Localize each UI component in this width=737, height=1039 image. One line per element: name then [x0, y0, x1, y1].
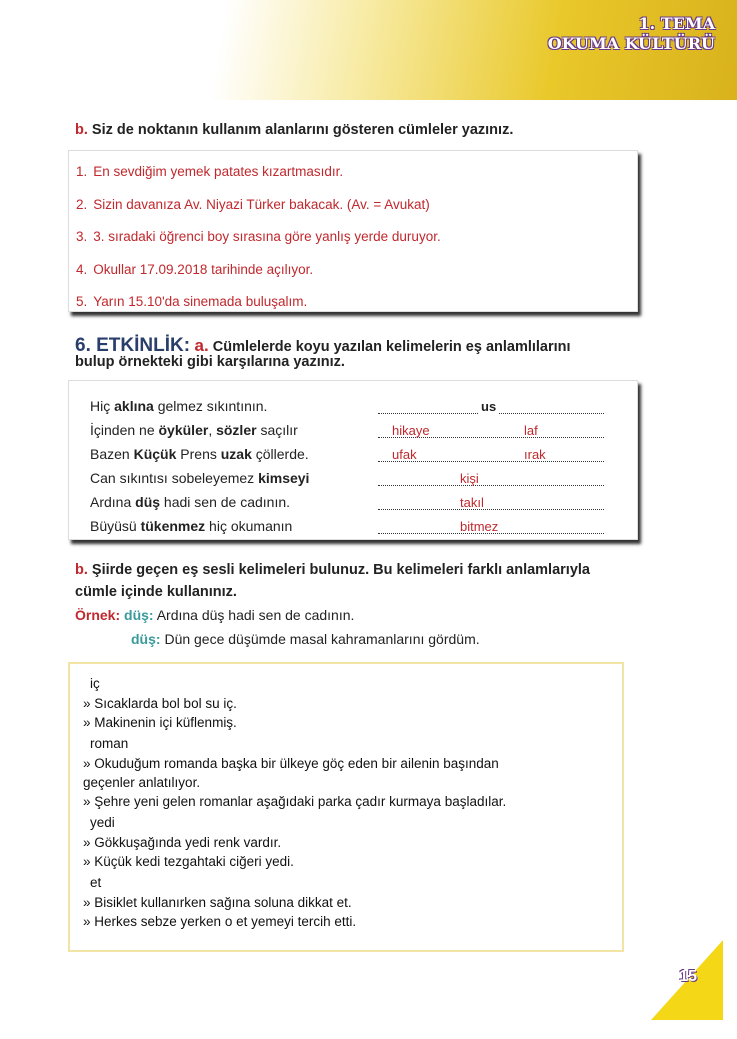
- answer-1: hikaye: [392, 423, 430, 438]
- sentence-part: sözler: [216, 422, 257, 438]
- sentence-part: aklına: [114, 398, 154, 414]
- example-2: [131, 631, 480, 647]
- letter: b.: [75, 562, 88, 578]
- example-sentence: » Şehre yeni gelen romanlar aşağıdaki parka çadır kurmaya başladılar.: [83, 794, 507, 809]
- example-sentence: » Bisiklet kullanırken sağına soluna dikkat et.: [83, 895, 352, 910]
- sentence-part: Can sıkıntısı sobeleyemez: [90, 470, 259, 486]
- theme-number: 1. TEMA: [638, 14, 715, 33]
- answer-line: [378, 400, 604, 414]
- answer-line: [378, 424, 604, 438]
- theme-title: OKUMA KÜLTÜRÜ: [547, 34, 715, 53]
- prompt-line1: Cümlelerde koyu yazılan kelimelerin eş anlamlılarını: [212, 339, 571, 355]
- answer-line: [378, 496, 604, 510]
- sentence-part: hiç okumanın: [205, 518, 293, 534]
- item-text: Okullar 17.09.2018 tarihinde açılıyor.: [93, 261, 314, 277]
- answer-item: [76, 197, 430, 212]
- example-text: Ardına düş hadi sen de cadının.: [156, 607, 355, 623]
- sentence-part: Hiç: [90, 398, 115, 414]
- synonym-row: [90, 494, 290, 510]
- answer-1: us: [478, 399, 499, 414]
- prompt-line2: cümle içinde kullanınız.: [75, 584, 237, 600]
- page-number: 15: [679, 968, 697, 985]
- sentence-part: hadi sen de cadının.: [160, 494, 291, 510]
- prompt-line1: Şiirde geçen eş sesli kelimeleri bulunuz. Bu kelimeleri farklı anlamlarıyla: [91, 562, 590, 578]
- homonym-word: et: [90, 875, 102, 890]
- example-sentence: » Küçük kedi tezgahtaki ciğeri yedi.: [83, 854, 294, 869]
- sentence-part: Bazen: [90, 446, 134, 462]
- prompt-text: Siz de noktanın kullanım alanlarını gösteren cümleler yazınız.: [91, 122, 514, 138]
- homonym-word: iç: [90, 676, 100, 691]
- answer-2: ırak: [524, 447, 546, 462]
- example-sentence: » Sıcaklarda bol bol su iç.: [83, 696, 237, 711]
- sentence-part: uzak: [220, 446, 252, 462]
- section-b1-prompt: [75, 122, 513, 138]
- sentence-part: kimseyi: [258, 470, 310, 486]
- theme-label: [548, 14, 715, 54]
- sentence-part: düş: [135, 494, 161, 510]
- answer-line: [378, 472, 604, 486]
- answer-1: kişi: [460, 471, 479, 486]
- item-text: Yarın 15.10'da sinemada buluşalım.: [93, 294, 308, 309]
- sentence-part: çöllerde.: [251, 446, 309, 462]
- synonym-row: [90, 398, 267, 414]
- sentence-part: öyküler: [158, 422, 209, 438]
- sentence-part: Küçük: [133, 446, 177, 462]
- sentence-part: saçılır: [256, 422, 298, 438]
- activity-title: 6. ETKİNLİK:: [75, 335, 191, 356]
- example-word: düş:: [131, 631, 161, 647]
- sentence-part: İçinden ne: [90, 422, 159, 438]
- sentence-part: Ardına: [90, 494, 136, 510]
- item-text: En sevdiğim yemek patates kızartmasıdır.: [93, 164, 344, 179]
- example-sentence: » Herkes sebze yerken o et yemeyi tercih etti.: [83, 914, 357, 929]
- answer-item: [76, 229, 441, 244]
- answer-item: [76, 294, 307, 309]
- sentence-part: Büyüsü: [90, 518, 141, 534]
- answer-line: [378, 520, 604, 534]
- letter: a.: [194, 336, 209, 355]
- homonym-word: yedi: [90, 815, 115, 830]
- prompt-line2: bulup örnekteki gibi karşılarına yazınız.: [75, 354, 345, 370]
- answer-2: laf: [524, 423, 538, 438]
- example-1: [75, 607, 354, 623]
- example-sentence: geçenler anlatılıyor.: [83, 775, 201, 790]
- item-number: 3.: [76, 229, 88, 244]
- synonym-row: [90, 446, 309, 462]
- answer-line: [378, 448, 604, 462]
- item-number: 5.: [76, 294, 88, 309]
- example-sentence: » Okuduğum romanda başka bir ülkeye göç eden bir ailenin başından: [83, 756, 499, 771]
- example-word: düş:: [124, 607, 154, 623]
- answer-item: [76, 164, 343, 179]
- synonym-row: [90, 422, 298, 438]
- sentence-part: ,: [208, 422, 217, 438]
- answer-1: bitmez: [460, 519, 499, 534]
- item-number: 4.: [76, 261, 88, 277]
- sentence-part: tükenmez: [140, 518, 206, 534]
- homonym-word: roman: [90, 736, 129, 751]
- letter: b.: [75, 122, 88, 138]
- example-label: Örnek:: [75, 607, 121, 623]
- example-sentence: » Gökkuşağında yedi renk vardır.: [83, 835, 282, 850]
- item-number: 1.: [76, 164, 88, 179]
- answer-1: takıl: [460, 495, 484, 510]
- answer-item: [76, 262, 313, 277]
- item-text: 3. sıradaki öğrenci boy sırasına göre yanlış yerde duruyor.: [93, 229, 441, 244]
- example-text: Dün gece düşümde masal kahramanlarını gördüm.: [164, 631, 480, 647]
- example-sentence: » Makinenin içi küflenmiş.: [83, 715, 237, 730]
- synonym-row: [90, 470, 309, 486]
- item-number: 2.: [76, 196, 88, 212]
- sentence-part: Prens: [176, 446, 221, 462]
- answer-1: ufak: [392, 447, 417, 462]
- section-b2-prompt: [75, 562, 590, 578]
- sentence-part: gelmez sıkıntının.: [153, 398, 268, 414]
- item-text: Sizin davanıza Av. Niyazi Türker bakacak. (Av. = Avukat): [93, 196, 430, 212]
- synonym-row: [90, 518, 292, 534]
